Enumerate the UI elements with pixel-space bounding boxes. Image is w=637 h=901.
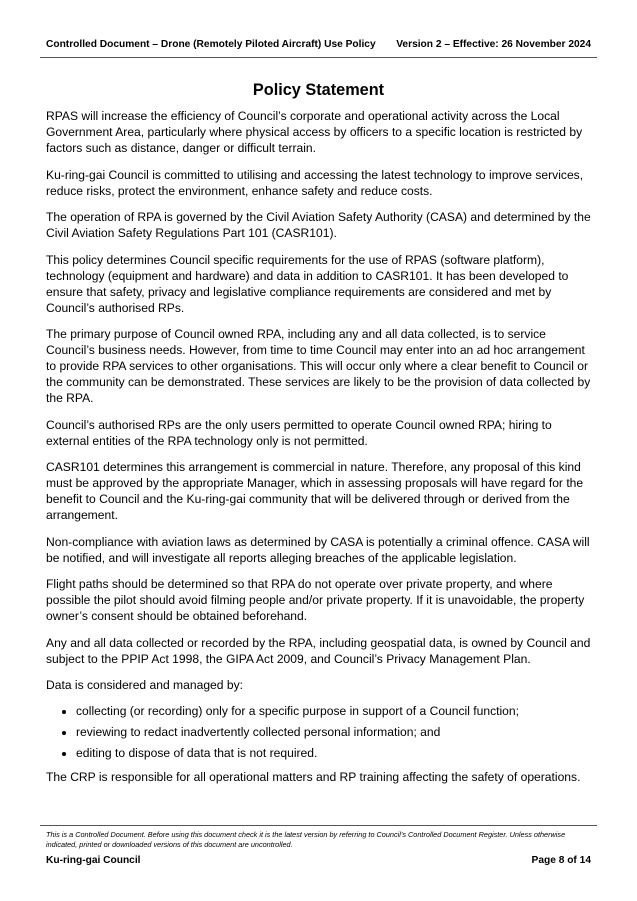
paragraph: The operation of RPA is governed by the Civil Aviation Safety Authority (CASA) and determined by the Civil Aviation Safety Regulations Part 101 (CASR101).	[46, 210, 591, 240]
paragraph: Flight paths should be determined so that RPA do not operate over private property, and where possible the pilot should avoid filming people and/or private property. If it is unavoidable, the property owner’s consent should be obtained beforehand.	[46, 577, 585, 623]
organisation-name: Ku-ring-gai Council	[46, 855, 141, 866]
paragraph: Non-compliance with aviation laws as determined by CASA is potentially a criminal offence. CASA will be notified, and will investigate all reports alleging breaches of the applicable legislation.	[46, 534, 590, 565]
list-item: • collecting (or recording) only for a specific purpose in support of a Council function;	[76, 703, 593, 719]
list-item: • reviewing to redact inadvertently collected personal information; and	[76, 724, 593, 740]
paragraph: This policy determines Council specific requirements for the use of RPAS (software platform), technology (equipment and hardware) and data in addition to CASR101. It has been developed to ensure that safety, privacy and legislative compliance requirements are considered and met by Council’s authorised RPs.	[46, 252, 569, 315]
page-footer	[46, 855, 591, 866]
page-number: Page 8 of 14	[531, 855, 591, 866]
data-management-list	[46, 703, 593, 761]
version-effective-date: Version 2 – Effective: 26 November 2024	[396, 39, 591, 50]
paragraph: Any and all data collected or recorded by the RPA, including geospatial data, is owned by Council and subject to the PPIP Act 1998, the GIPA Act 2009, and Council’s Privacy Management Plan.	[46, 635, 591, 666]
section-title: Policy Statement	[252, 81, 385, 99]
policy-body	[46, 108, 593, 795]
paragraph: CASR101 determines this arrangement is commercial in nature. Therefore, any proposal of this kind must be approved by the appropriate Manager, which in assessing proposals will have regard for the benefit to Council and the Ku-ring-gai community that will be delivered through or derived from the arrangement.	[46, 460, 584, 522]
page-header	[46, 39, 591, 50]
paragraph: Ku-ring-gai Council is committed to utilising and accessing the latest technology to improve services, reduce risks, protect the environment, enhance safety and reduce costs.	[46, 167, 584, 198]
paragraph: The primary purpose of Council owned RPA, including any and all data collected, is to service Council’s business needs. However, from time to time Council may enter into an ad hoc arrangement to provide RPA services to other organisations. This will occur only where a clear benefit to Council or the community can be demonstrated. These services are likely to be the provision of data collected by the RPA.	[46, 327, 591, 405]
paragraph: RPAS will increase the efficiency of Council’s corporate and operational activity across the Local Government Area, particularly where physical access by officers to a specific location is restricted by factors such as distance, danger or difficult terrain.	[46, 109, 583, 155]
controlled-document-disclaimer: This is a Controlled Document. Before using this document check it is the latest version by referring to Council’s Controlled Document Register. Unless otherwise indicated, printed or downloaded versions of this document are uncontrolled.	[46, 830, 566, 849]
header-divider	[40, 57, 597, 58]
footer-divider	[40, 825, 597, 826]
paragraph: Council’s authorised RPs are the only users permitted to operate Council owned RPA; hiring to external entities of the RPA technology only is not permitted.	[46, 417, 552, 448]
document-title-header: Controlled Document – Drone (Remotely Piloted Aircraft) Use Policy	[46, 39, 376, 50]
paragraph: Data is considered and managed by:	[46, 678, 243, 692]
list-item: • editing to dispose of data that is not required.	[76, 745, 593, 761]
closing-paragraph: The CRP is responsible for all operational matters and RP training affecting the safety of operations.	[46, 769, 581, 784]
